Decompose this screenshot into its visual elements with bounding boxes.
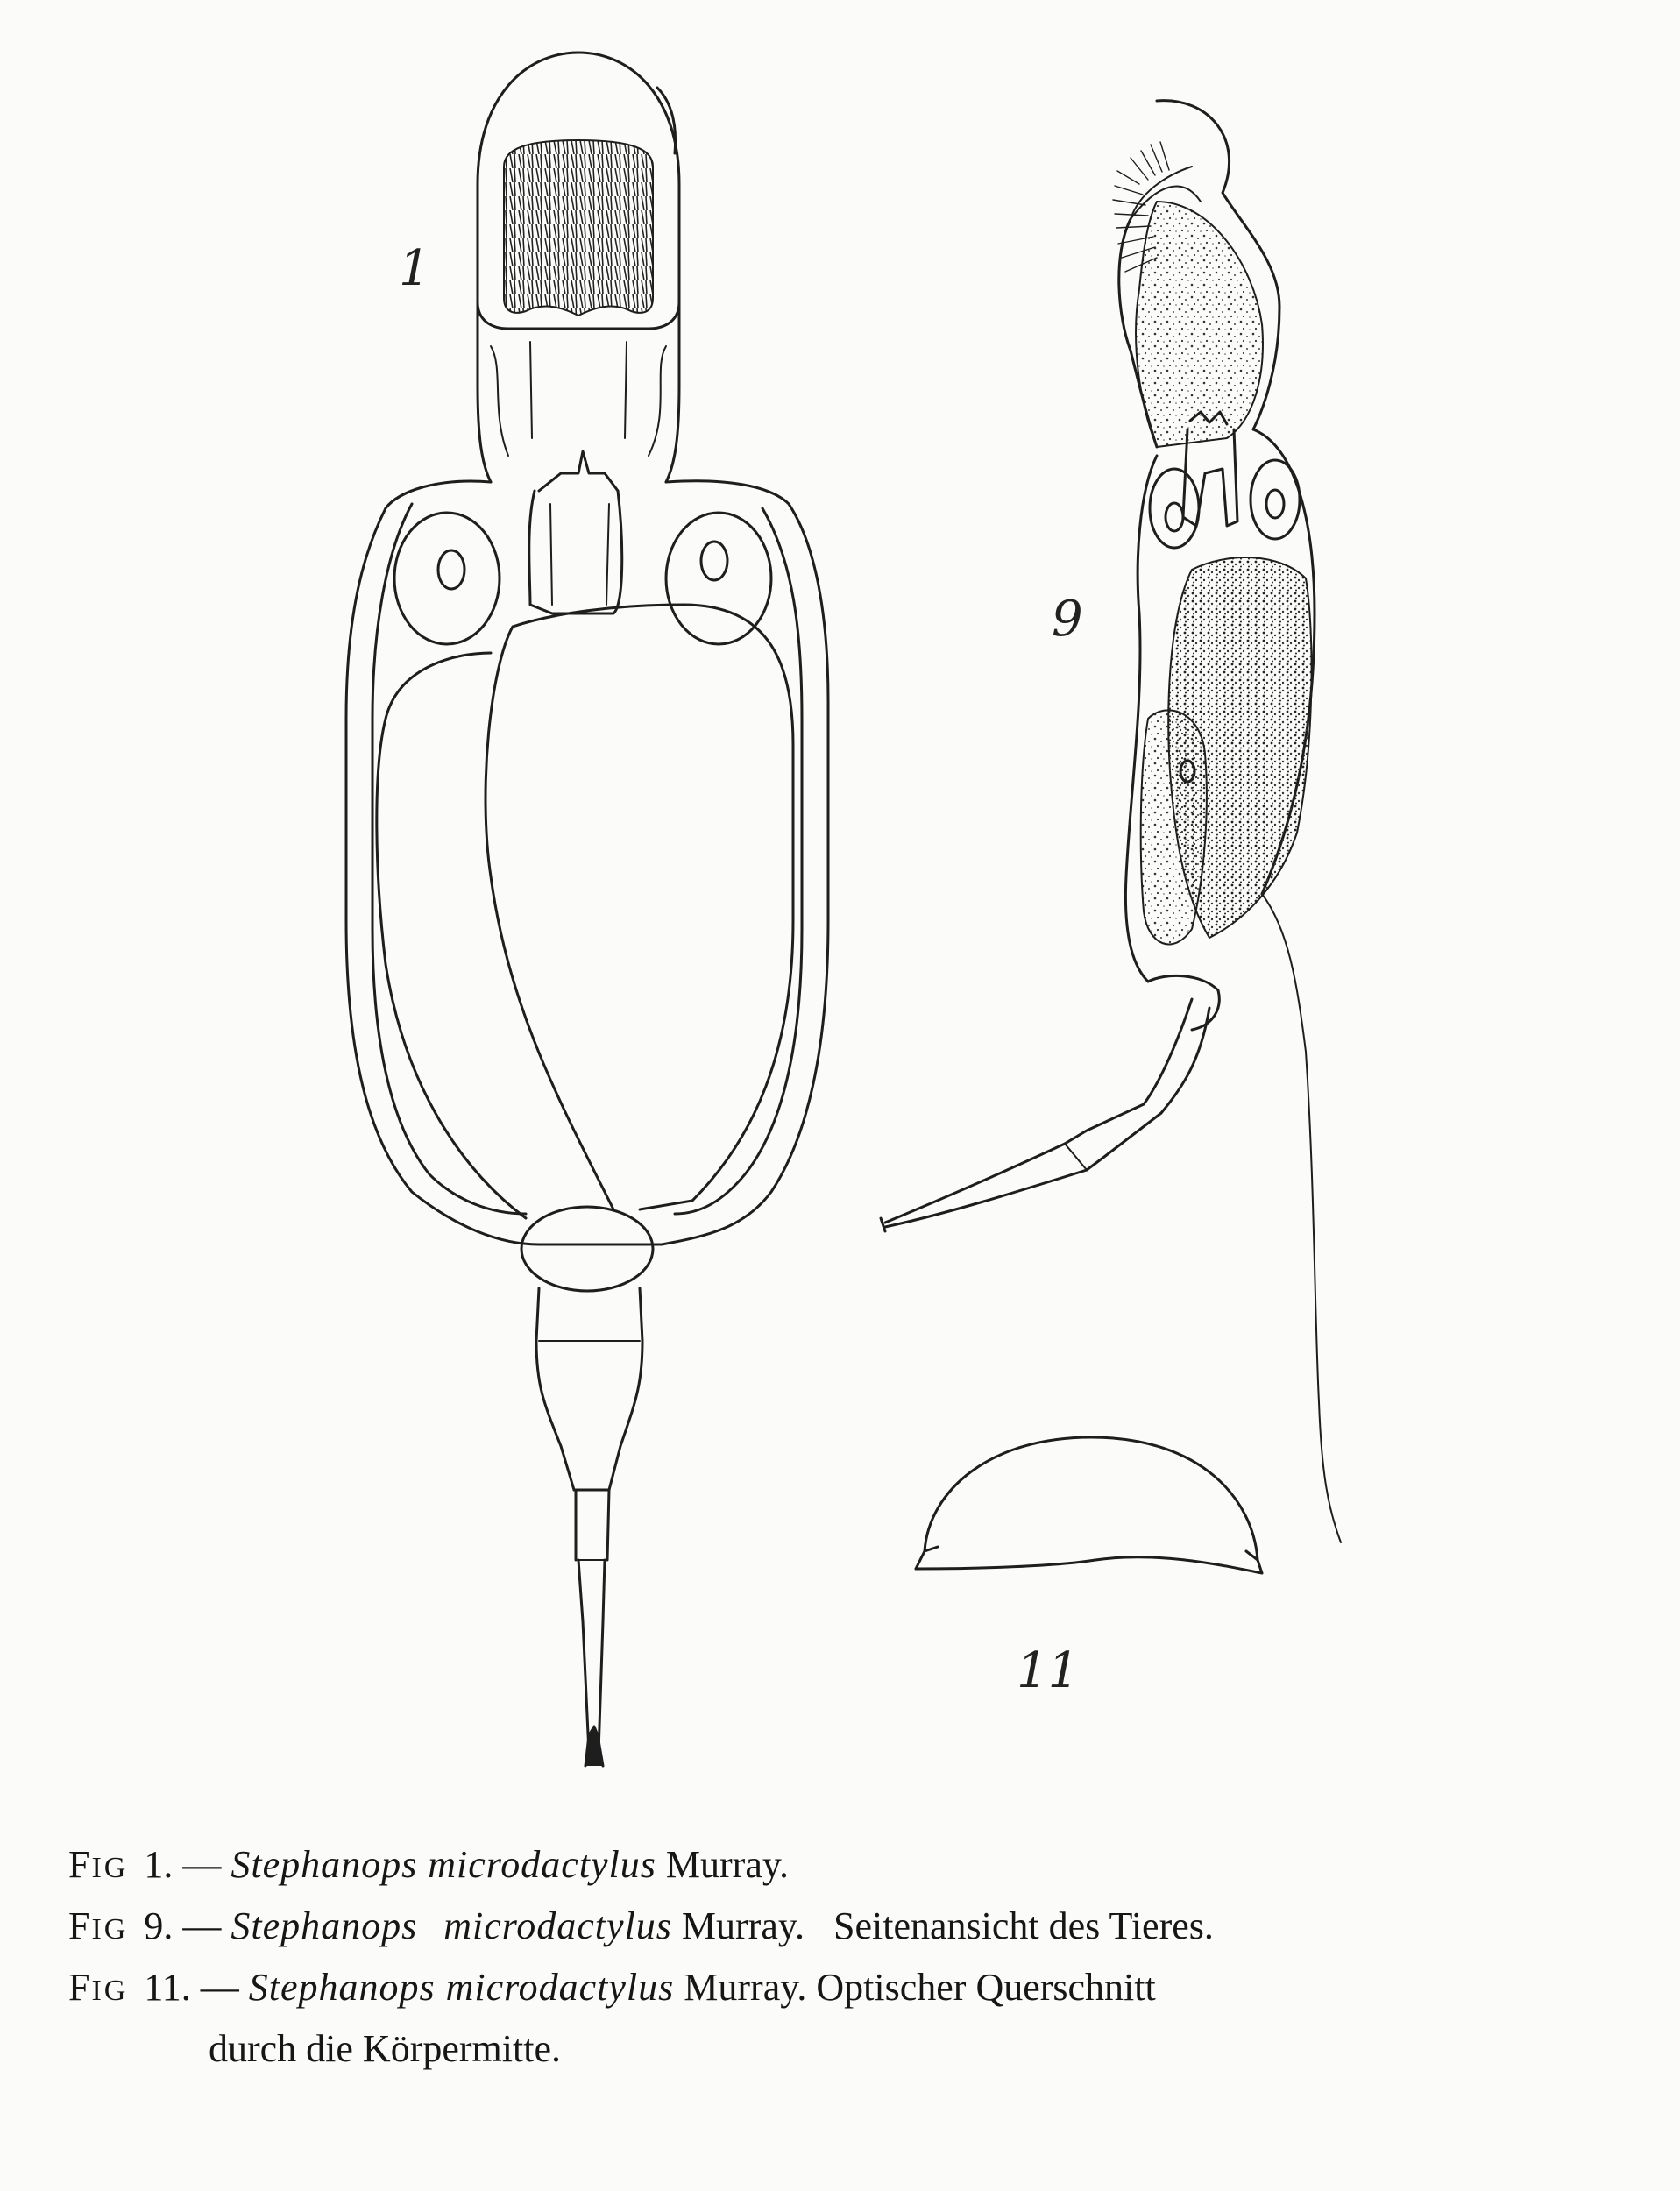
caption-author: Murray. [684, 1966, 807, 2009]
figure-1-number-label: 1 [399, 240, 430, 297]
caption-description: Optischer Querschnitt [816, 1966, 1156, 2009]
caption-continuation-text: durch die Körpermitte. [209, 2027, 561, 2070]
caption-author: Murray. [681, 1904, 805, 1947]
caption-description: Seitenansicht des Tieres. [833, 1904, 1214, 1947]
figure-9-drawing [881, 101, 1341, 1542]
figure-11-number-label: 11 [1017, 1642, 1080, 1699]
caption-fig-label: FIG [68, 1904, 129, 1947]
caption-species: Stephanops microdactylus [230, 1843, 656, 1886]
caption-fig-number: 1. — [144, 1843, 222, 1886]
caption-fig-number: 9. — [144, 1904, 222, 1947]
figure-1-drawing [346, 53, 828, 1766]
caption-figure-9 [68, 1897, 1646, 1959]
caption-author: Murray. [665, 1843, 790, 1886]
caption-figure-11 [68, 1959, 1646, 2020]
caption-species: Stephanops microdactylus [230, 1904, 672, 1947]
caption-figure-11-continuation [68, 2020, 1646, 2078]
caption-fig-label: FIG [68, 1966, 129, 2009]
caption-fig-number: 11. — [144, 1966, 239, 2009]
figure-9-number-label: 9 [1052, 591, 1083, 648]
figure-11-drawing [916, 1437, 1262, 1573]
caption-fig-label: FIG [68, 1843, 129, 1886]
figure-captions [68, 1836, 1646, 2078]
caption-figure-1 [68, 1836, 1646, 1897]
caption-species: Stephanops microdactylus [248, 1966, 675, 2009]
